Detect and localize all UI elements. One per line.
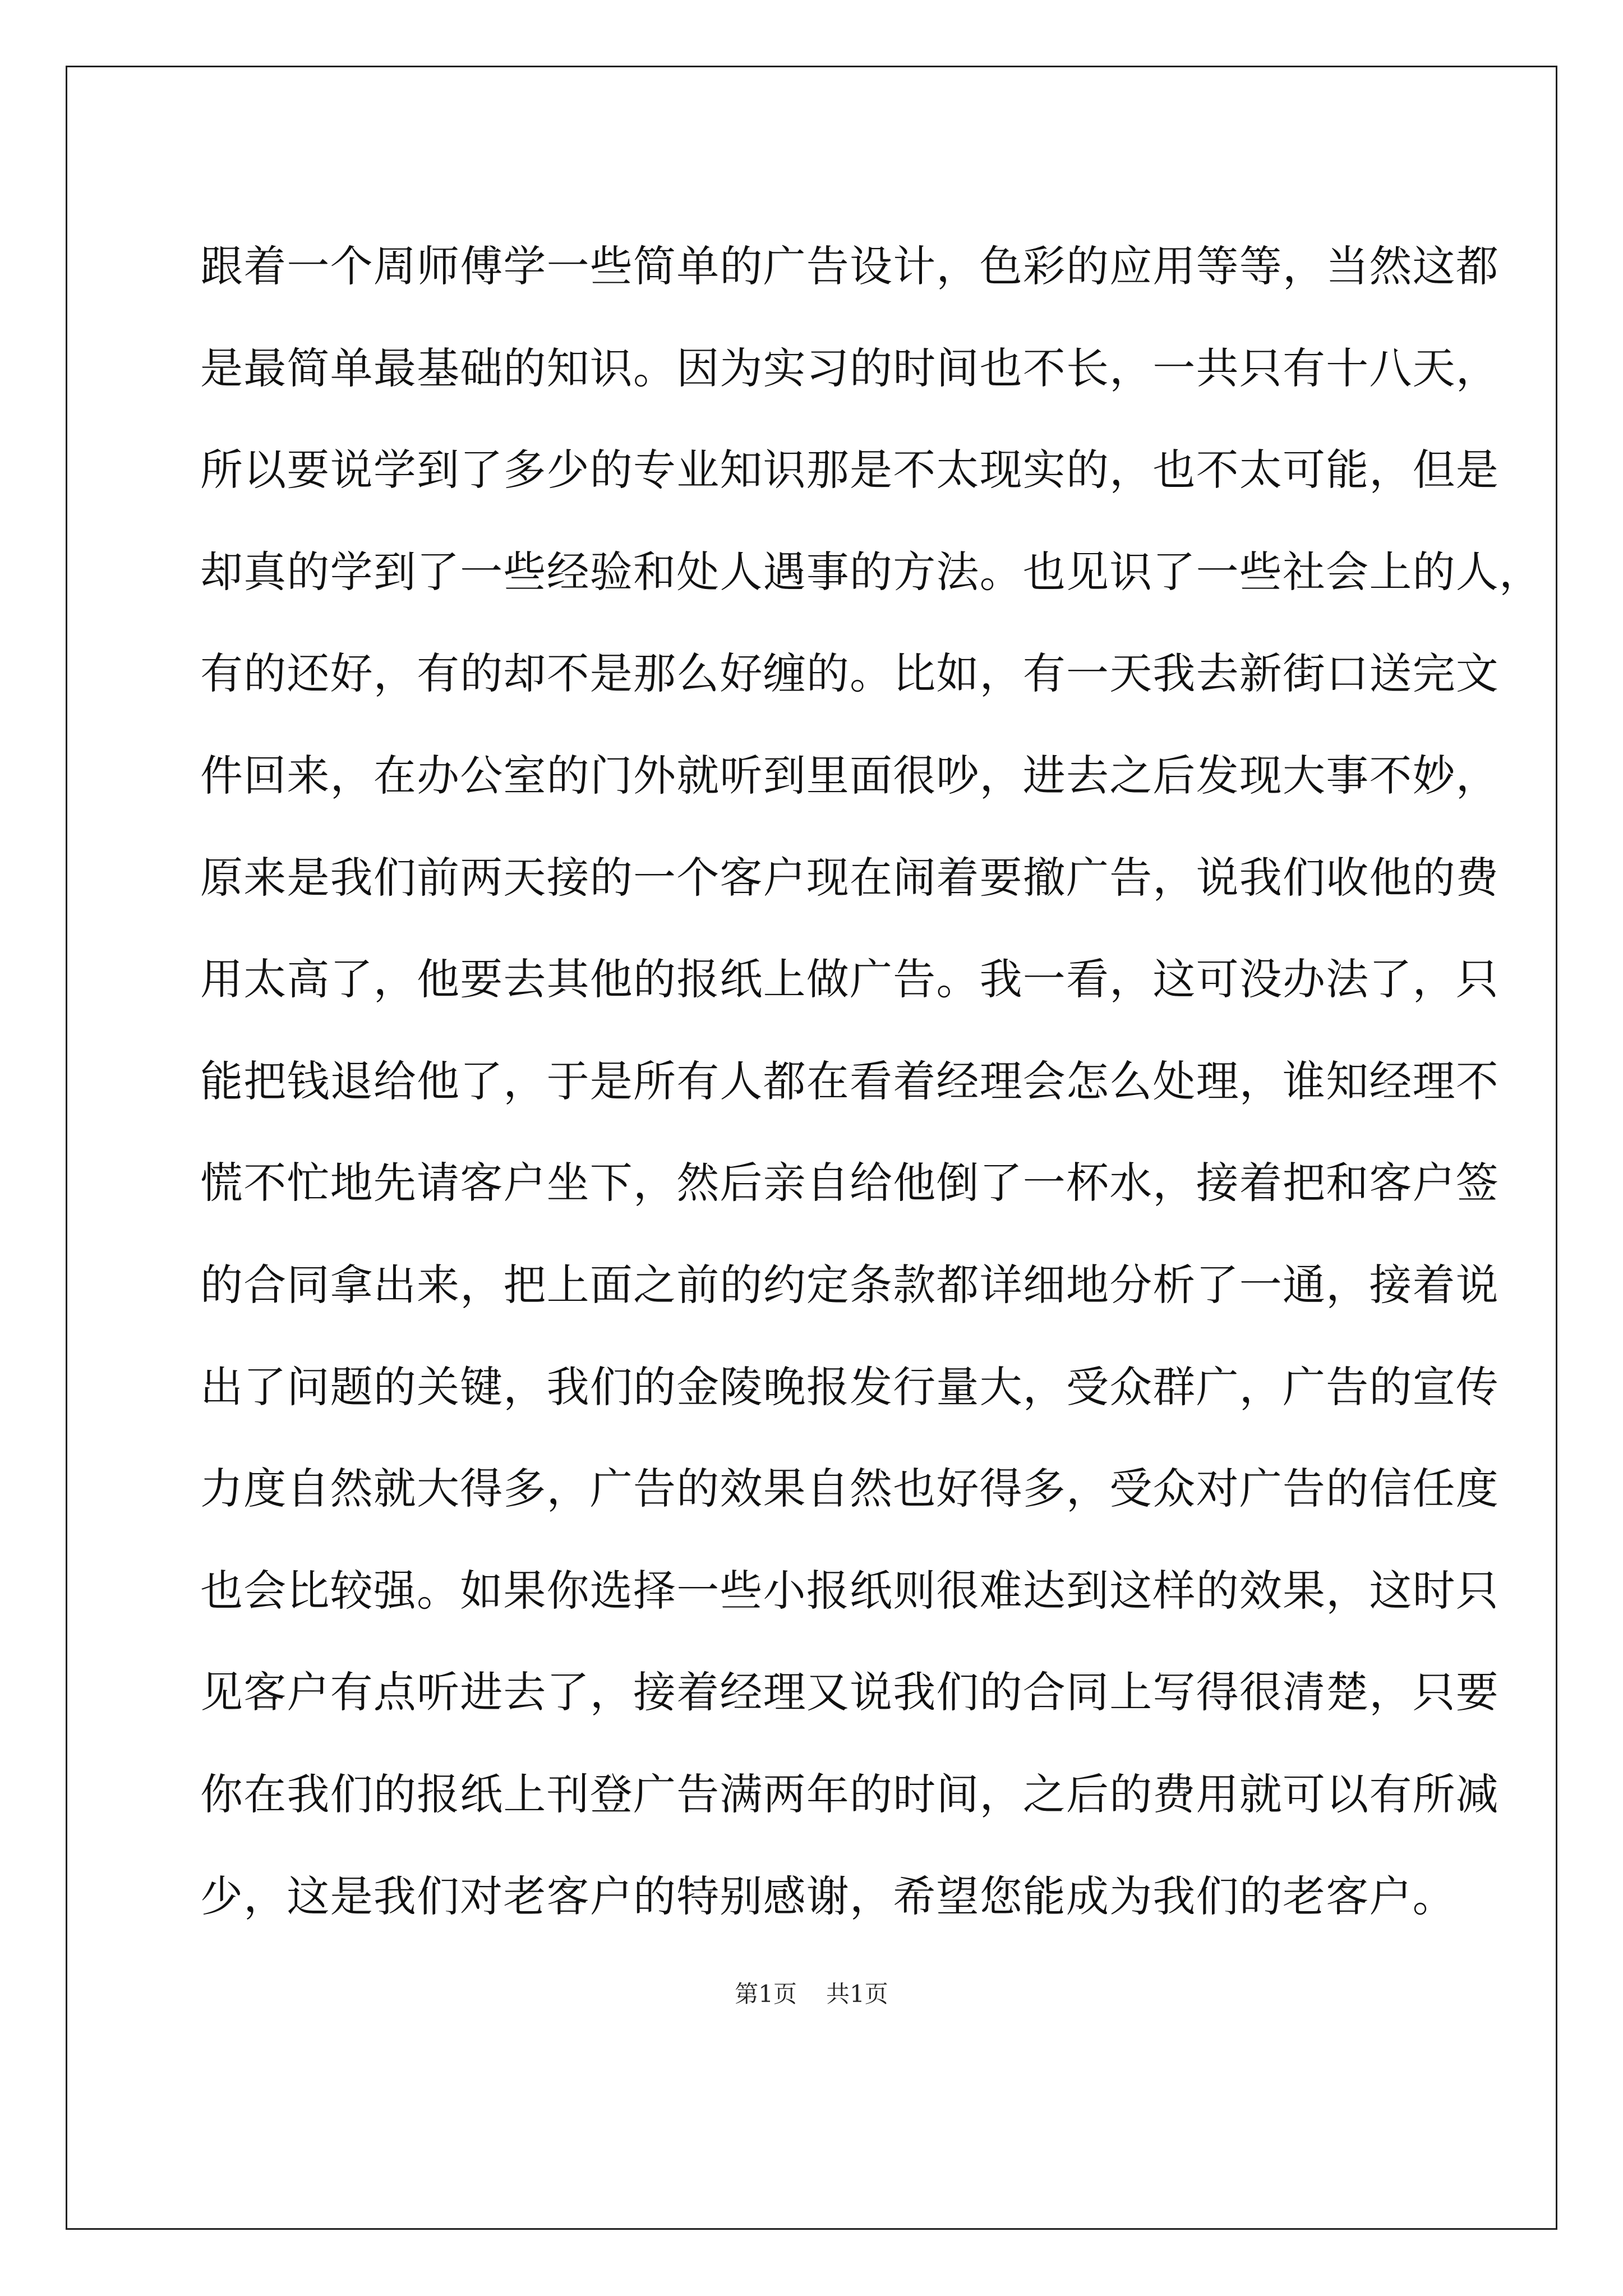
text-line: 所以要说学到了多少的专业知识那是不太现实的，也不太可能，但是: [200, 445, 1499, 495]
text-line: 件回来，在办公室的门外就听到里面很吵，进去之后发现大事不妙，: [200, 750, 1499, 800]
text-line: 少，这是我们对老客户的特别感谢，希望您能成为我们的老客户。: [200, 1871, 1456, 1921]
text-line: 却真的学到了一些经验和处人遇事的方法。也见识了一些社会上的人，: [200, 546, 1543, 597]
text-line: 原来是我们前两天接的一个客户现在闹着要撤广告，说我们收他的费: [200, 852, 1499, 903]
body-text: [200, 215, 1543, 1947]
text-line: 你在我们的报纸上刊登广告满两年的时间，之后的费用就可以有所减: [200, 1769, 1499, 1819]
text-line: 慌不忙地先请客户坐下，然后亲自给他倒了一杯水，接着把和客户签: [200, 1158, 1499, 1208]
page-number: 第1页: [735, 1980, 797, 2008]
page-total: 共1页: [826, 1980, 888, 2008]
text-line: 出了问题的关键，我们的金陵晚报发行量大，受众群广，广告的宣传: [200, 1361, 1499, 1412]
page-footer: [0, 1977, 1623, 2011]
text-line: 跟着一个周师傅学一些简单的广告设计，色彩的应用等等，当然这都: [200, 241, 1499, 291]
text-line: 用太高了，他要去其他的报纸上做广告。我一看，这可没办法了，只: [200, 954, 1499, 1005]
text-line: 见客户有点听进去了，接着经理又说我们的合同上写得很清楚，只要: [200, 1667, 1499, 1718]
text-line: 力度自然就大得多，广告的效果自然也好得多，受众对广告的信任度: [200, 1464, 1499, 1514]
text-line: 是最简单最基础的知识。因为实习的时间也不长，一共只有十八天，: [200, 343, 1499, 393]
text-line: 有的还好，有的却不是那么好缠的。比如，有一天我去新街口送完文: [200, 648, 1499, 699]
text-line: 的合同拿出来，把上面之前的约定条款都详细地分析了一通，接着说: [200, 1259, 1499, 1310]
text-line: 也会比较强。如果你选择一些小报纸则很难达到这样的效果，这时只: [200, 1565, 1499, 1616]
text-line: 能把钱退给他了，于是所有人都在看着经理会怎么处理，谁知经理不: [200, 1056, 1499, 1106]
